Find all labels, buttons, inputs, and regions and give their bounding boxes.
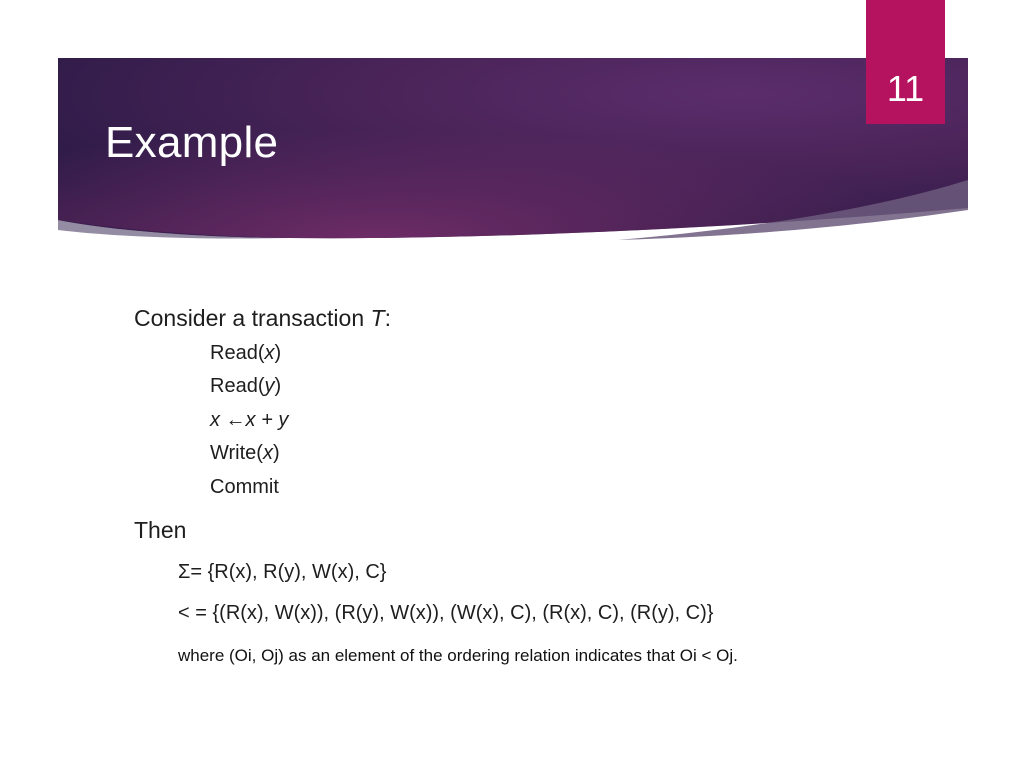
step-fn: Write(: [210, 442, 263, 464]
step-close: ): [274, 375, 282, 397]
intro-var: T: [370, 305, 385, 331]
sigma-line: Σ= {R(x), R(y), W(x), C}: [178, 561, 387, 583]
intro-line: [134, 305, 391, 332]
intro-prefix: Consider a transaction: [134, 305, 371, 331]
step-commit: Commit: [210, 476, 279, 498]
step-read-x: [210, 342, 281, 365]
step-assign: x ←x + y: [210, 409, 289, 431]
step-var: x: [262, 442, 273, 464]
ordering-note: where (Oi, Oj) as an element of the ordering relation indicates that Oi < Oj.: [178, 646, 738, 665]
step-fn: Read(: [210, 375, 265, 397]
then-label: Then: [134, 517, 187, 543]
step-var: x: [264, 342, 275, 364]
step-close: ): [272, 442, 280, 464]
step-close: ): [274, 342, 282, 364]
slide-number: 11: [886, 68, 925, 109]
step-var: y: [264, 375, 275, 397]
slide-title: Example: [105, 118, 279, 167]
order-line: < = {(R(x), W(x)), (R(y), W(x)), (W(x), C), (R(x), C), (R(y), C)}: [178, 602, 714, 624]
intro-suffix: :: [384, 305, 391, 331]
step-read-y: [210, 375, 281, 398]
step-fn: Read(: [210, 342, 265, 364]
step-write-x: [210, 442, 280, 465]
